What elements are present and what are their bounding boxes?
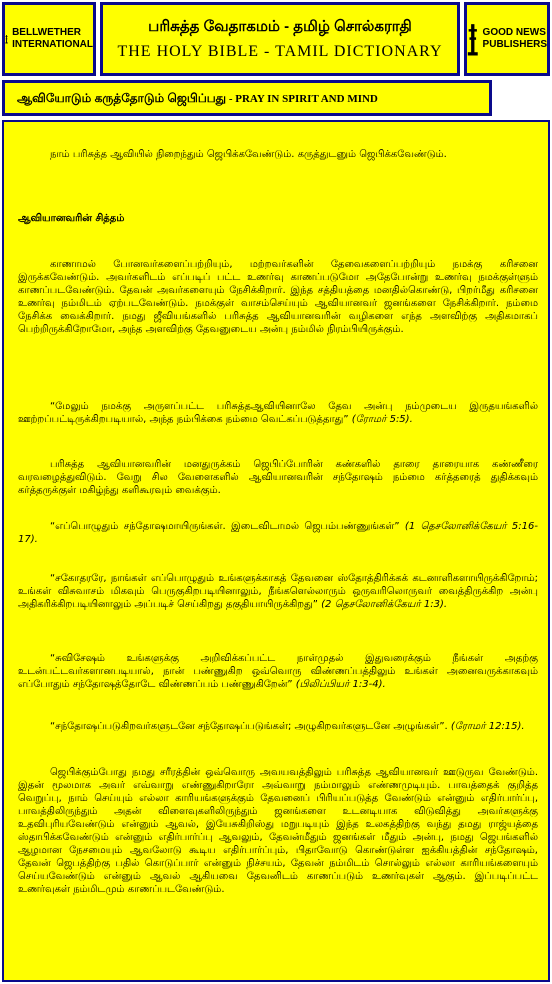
quote-5-text: “சந்தோஷப்படுகிறவர்களுடனே சந்தோஷப்படுங்கள்; அழுகிறவர்களுடனே அழுங்கள்”. [50, 721, 448, 732]
logo-right-line-2: PUBLISHERS [482, 39, 547, 50]
logo-left-line-1: BELLWETHER [12, 27, 81, 38]
section-heading: ஆவியானவரின் சித்தம் [18, 213, 125, 224]
title-english: THE HOLY BIBLE - TAMIL DICTIONARY [117, 43, 443, 60]
quote-1 [18, 400, 538, 426]
subtitle-english: - PRAY IN SPIRIT AND MIND [226, 93, 378, 105]
quote-3 [18, 572, 538, 611]
title-tamil: பரிசுத்த வேதாகமம் - தமிழ் சொல்கராதி [148, 18, 412, 35]
paragraph-1: காணாமல் போனவர்களைப்பற்றியும், மற்றவர்களின் தேவைகளைப்பற்றியும் நமக்கு கரிசனை இருக்கவேண்டும். அவர்களிடம் எப்படிப் பட்ட உணர்வு காணப்படுமோ அதேபோன்று உணர்வு நமக்குள்ளும் காணப்படவேண்டும். தேவன் அவர்களையும் நேசிக்கிறார். இந்த சத்தியத்தை மனதில்கொண்டு, பிறர்மீது கரிசனை உணர்வு நம்மிடம் ஏற்படவேண்டும். நமக்குள் வாசம்செய்யும் ஆவியானவர் ஜனங்களை நேசிக்கிறார். நம்மை நேசிக்க வைக்கிறார். நமது ஜீவியங்களில் பரிசுத்த ஆவியானவரின் வழிகளை எந்த அளவிற்கு அதிகமாகப் பெற்றிருக்கிறோமோ, அந்த அளவிற்கு தேவனுடைய அன்பு நம்மில் நிரம்பியிருக்கும். [18, 259, 538, 335]
title-banner [100, 2, 460, 76]
subtitle-tamil: ஆவியோடும் கருத்தோடும் ஜெபிப்பது [17, 91, 227, 105]
intro-paragraph: நாம் பரிசுத்த ஆவியில் நிறைந்தும் ஜெபிக்கவேண்டும். கருத்துடனும் ஜெபிக்கவேண்டும். [50, 149, 447, 160]
paragraph-2: பரிசுத்த ஆவியானவரின் மனதுருக்கம் ஜெபிப்போரின் கண்களில் தாரை தாரையாக கண்ணீரை வரவழைத்துவிடும். வேறு சில வேளைகளில் ஆவியானவரின் சந்தோஷம் நம்மை கர்த்தரைத் துதிக்கவும் கர்த்தருக்குள் மகிழ்ந்து களிகூரவும் வைக்கும். [18, 459, 538, 496]
quote-4 [18, 652, 538, 691]
quote-5-reference: (ரோமர் 12:15). [450, 721, 525, 732]
logo-left-line-2: INTERNATIONAL [12, 39, 93, 50]
bell-tower-icon [467, 17, 479, 61]
quote-2 [18, 520, 538, 546]
quote-2-text: “எப்பொழுதும் சந்தோஷமாயிருங்கள். இடைவிடாமல் ஜெபம்பண்ணுங்கள்” [50, 521, 400, 532]
bell-tower-icon [5, 17, 8, 61]
quote-5 [18, 720, 538, 733]
quote-3-reference: (2 தெசலோனிக்கேயர் 1:3). [321, 599, 448, 610]
quote-1-reference: (ரோமர் 5:5). [351, 414, 413, 425]
bellwether-logo [2, 2, 96, 76]
quote-4-text: “சுவிசேஷம் உங்களுக்கு அறிவிக்கப்பட்ட நாள்முதல் இதுவரைக்கும் நீங்கள் அதற்கு உடன்பட்டவர்களானபடியால், நான் பண்ணுகிற ஒவ்வொரு விண்ணப்பத்திலும் உங்கள் அனைவருக்காகவும் எப்போதும் சந்தோஷத்தோடே விண்ணப்பம் பண்ணுகிறேன்” [18, 653, 538, 690]
quote-1-text: “மேலும் நமக்கு அருளப்பட்ட பரிசுத்தஆவியினாலே தேவ அன்பு நம்முடைய இருதயங்களில் ஊற்றப்பட்டிருக்கிறபடியால், அந்த நம்பிக்கை நம்மை வெட்கப்படுத்தாது” [18, 401, 538, 425]
quote-4-reference: (பிலிப்பியர் 1:3-4). [295, 679, 386, 690]
quote-3-text: “சகோதரரே, நாங்கள் எப்பொழுதும் உங்களுக்காகத் தேவனை ஸ்தோத்திரிக்கக் கடனாளிகளாயிருக்கிறோம்; உங்கள் விசுவாசம் மிகவும் பெருகுகிறபடியினாலும், நீங்களெல்லாரும் ஒருவரிலொருவர் வைத்திருக்கிற அன்பு அதிகரிக்கிறபடியினாலும் அப்படிச் செய்கிறது தகுதியாயிருக்கிறது” [18, 573, 538, 610]
subtitle-banner [2, 80, 492, 116]
good-news-logo [464, 2, 550, 76]
quote-2-reference: (1 தெசலோனிக்கேயர் 5:16-17). [18, 521, 538, 545]
logo-right-line-1: GOOD NEWS [482, 27, 546, 38]
paragraph-3: ஜெபிக்கும்போது நமது சரீரத்தின் ஒவ்வொரு அவயவத்திலும் பரிசுத்த ஆவியானவர் ஊடுருவ வேண்டும். இதன் மூலமாக அவர் எவ்வாறு எண்ணுகிறாரோ அவ்வாறு நம்மாலும் எண்ணமுடியும். பாவத்தைக் குறித்த வெறுப்பு, நாம் செய்யும் எல்லா காரியங்களுக்கும் தேவனைப் பிரியப்படுத்த வேண்டும் என்னும் எதிர்பார்ப்பு, பாவத்திலிருந்தும் அதன் விளைவுகளிலிருந்தும் ஜனங்களை உடனடியாக விடுவித்து அவர்களுக்கு உதவிபுரியவேண்டும் என்னும் ஆவல், இயேசுகிறிஸ்து மறுபடியும் இந்த உலகத்திற்கு வந்து தமது ராஜ்யத்தை ஸ்தாபிக்கவேண்டும் என்னும் எதிர்பார்ப்பு ஆவலும், தேவன்மீதும் ஜனங்கள் மீதும் அன்பு, நமது ஜெபங்களில் ஆழமான நேசமையும் ஆவலோடு கூடிய எதிர்பார்ப்பும், பிதாவோடு கொண்டுள்ள ஐக்கியத்தின் சந்தோஷம், தேவன் ஜெபத்திற்கு பதில் கொடுப்பார் என்னும் நிச்சயம், தேவன் நம்மிடம் சொல்லும் எல்லா காரியங்களையும் செய்யவேண்டும் என்னும் ஆவல் ஆகியவை தேவனிடம் காணப்படும் உணர்வுகள் ஆகும். இப்படிப்பட்ட உணர்வுகள் நம்மிடமும் காணப்படவேண்டும். [18, 767, 538, 895]
